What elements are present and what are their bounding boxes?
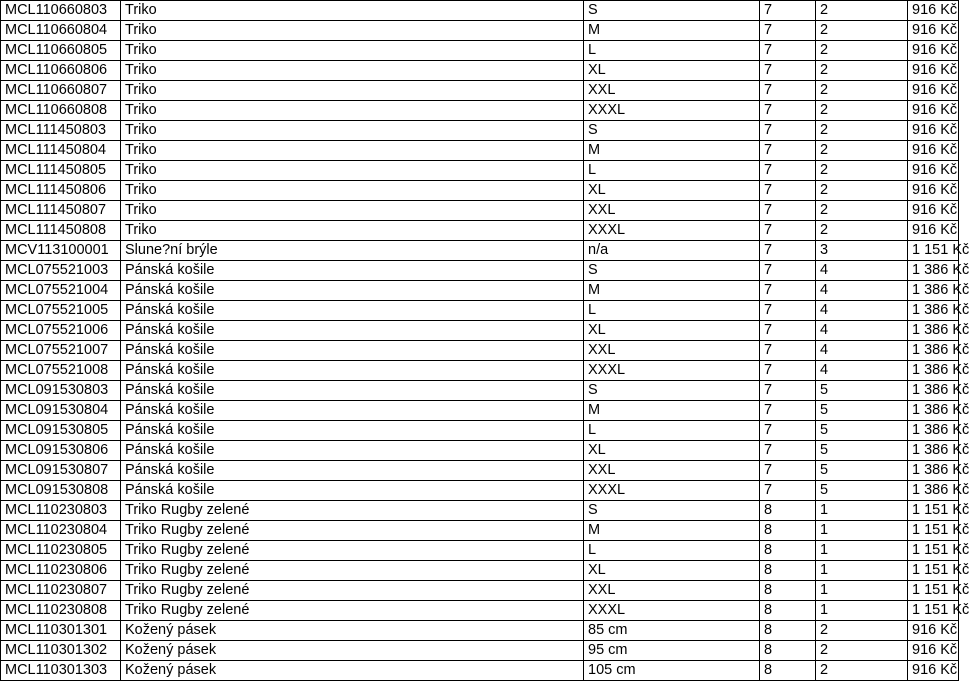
value-a-cell: 7	[760, 401, 816, 421]
size-cell: XL	[584, 441, 760, 461]
size-cell: M	[584, 401, 760, 421]
price-cell: 916 Kč	[908, 61, 959, 81]
table-row	[1, 261, 959, 281]
table-row	[1, 561, 959, 581]
product-name-cell: Kožený pásek	[121, 641, 584, 661]
product-code-cell: MCL110660808	[1, 101, 121, 121]
product-code-cell: MCL110660804	[1, 21, 121, 41]
price-cell: 916 Kč	[908, 181, 959, 201]
size-cell: L	[584, 421, 760, 441]
product-code-cell: MCL110230806	[1, 561, 121, 581]
price-cell: 1 386 Kč	[908, 261, 959, 281]
value-a-cell: 7	[760, 341, 816, 361]
table-row	[1, 441, 959, 461]
product-name-cell: Kožený pásek	[121, 661, 584, 681]
price-cell: 1 151 Kč	[908, 561, 959, 581]
size-cell: M	[584, 281, 760, 301]
size-cell: XXL	[584, 341, 760, 361]
product-code-cell: MCL075521004	[1, 281, 121, 301]
price-cell: 1 386 Kč	[908, 361, 959, 381]
price-cell: 1 151 Kč	[908, 521, 959, 541]
table-row	[1, 641, 959, 661]
value-b-cell: 4	[816, 321, 908, 341]
product-code-cell: MCL111450804	[1, 141, 121, 161]
product-code-cell: MCL110230805	[1, 541, 121, 561]
size-cell: XXXL	[584, 361, 760, 381]
price-cell: 916 Kč	[908, 661, 959, 681]
table-row	[1, 661, 959, 681]
table-row	[1, 41, 959, 61]
size-cell: S	[584, 501, 760, 521]
value-b-cell: 2	[816, 641, 908, 661]
product-code-cell: MCL075521005	[1, 301, 121, 321]
size-cell: XL	[584, 181, 760, 201]
size-cell: XXL	[584, 461, 760, 481]
price-cell: 916 Kč	[908, 641, 959, 661]
product-table-body	[1, 1, 969, 681]
size-cell: L	[584, 541, 760, 561]
table-row	[1, 461, 959, 481]
value-a-cell: 7	[760, 221, 816, 241]
product-code-cell: MCL110230808	[1, 601, 121, 621]
product-name-cell: Triko	[121, 181, 584, 201]
value-a-cell: 7	[760, 61, 816, 81]
value-a-cell: 7	[760, 141, 816, 161]
value-b-cell: 4	[816, 301, 908, 321]
size-cell: XL	[584, 61, 760, 81]
value-b-cell: 1	[816, 521, 908, 541]
price-cell: 916 Kč	[908, 201, 959, 221]
value-b-cell: 2	[816, 41, 908, 61]
product-name-cell: Pánská košile	[121, 321, 584, 341]
product-code-cell: MCL111450807	[1, 201, 121, 221]
table-row	[1, 601, 959, 621]
table-row	[1, 141, 959, 161]
value-b-cell: 3	[816, 241, 908, 261]
value-a-cell: 7	[760, 201, 816, 221]
value-b-cell: 2	[816, 221, 908, 241]
product-name-cell: Pánská košile	[121, 421, 584, 441]
table-row	[1, 61, 959, 81]
value-a-cell: 8	[760, 661, 816, 681]
product-code-cell: MCL111450805	[1, 161, 121, 181]
value-b-cell: 5	[816, 401, 908, 421]
table-row	[1, 301, 959, 321]
product-code-cell: MCV113100001	[1, 241, 121, 261]
value-b-cell: 2	[816, 61, 908, 81]
value-a-cell: 7	[760, 181, 816, 201]
size-cell: XXL	[584, 81, 760, 101]
value-b-cell: 1	[816, 561, 908, 581]
value-a-cell: 8	[760, 521, 816, 541]
value-b-cell: 2	[816, 21, 908, 41]
price-cell: 916 Kč	[908, 21, 959, 41]
value-b-cell: 2	[816, 81, 908, 101]
value-b-cell: 5	[816, 461, 908, 481]
size-cell: n/a	[584, 241, 760, 261]
value-a-cell: 7	[760, 441, 816, 461]
product-code-cell: MCL091530803	[1, 381, 121, 401]
value-b-cell: 4	[816, 281, 908, 301]
price-cell: 1 386 Kč	[908, 421, 959, 441]
value-a-cell: 8	[760, 501, 816, 521]
size-cell: L	[584, 301, 760, 321]
price-cell: 916 Kč	[908, 101, 959, 121]
value-a-cell: 7	[760, 81, 816, 101]
value-a-cell: 7	[760, 381, 816, 401]
price-cell: 1 151 Kč	[908, 601, 959, 621]
product-name-cell: Kožený pásek	[121, 621, 584, 641]
product-code-cell: MCL075521003	[1, 261, 121, 281]
size-cell: S	[584, 381, 760, 401]
size-cell: S	[584, 121, 760, 141]
product-name-cell: Triko Rugby zelené	[121, 601, 584, 621]
product-name-cell: Triko Rugby zelené	[121, 541, 584, 561]
price-cell: 916 Kč	[908, 141, 959, 161]
product-code-cell: MCL091530807	[1, 461, 121, 481]
value-a-cell: 7	[760, 41, 816, 61]
value-a-cell: 8	[760, 561, 816, 581]
product-code-cell: MCL075521006	[1, 321, 121, 341]
price-cell: 1 151 Kč	[908, 541, 959, 561]
product-name-cell: Triko	[121, 201, 584, 221]
product-code-cell: MCL091530805	[1, 421, 121, 441]
price-cell: 916 Kč	[908, 81, 959, 101]
value-b-cell: 2	[816, 181, 908, 201]
product-code-cell: MCL110660807	[1, 81, 121, 101]
value-a-cell: 7	[760, 281, 816, 301]
size-cell: S	[584, 1, 760, 21]
table-row	[1, 341, 959, 361]
table-row	[1, 81, 959, 101]
product-name-cell: Triko	[121, 41, 584, 61]
price-cell: 916 Kč	[908, 121, 959, 141]
product-name-cell: Slune?ní brýle	[121, 241, 584, 261]
table-row	[1, 361, 959, 381]
size-cell: S	[584, 261, 760, 281]
product-name-cell: Pánská košile	[121, 481, 584, 501]
table-row	[1, 421, 959, 441]
size-cell: 105 cm	[584, 661, 760, 681]
value-b-cell: 5	[816, 381, 908, 401]
price-cell: 916 Kč	[908, 161, 959, 181]
product-name-cell: Triko	[121, 21, 584, 41]
table-row	[1, 401, 959, 421]
product-name-cell: Pánská košile	[121, 261, 584, 281]
value-a-cell: 8	[760, 581, 816, 601]
price-cell: 1 151 Kč	[908, 241, 959, 261]
table-row	[1, 21, 959, 41]
size-cell: XXL	[584, 201, 760, 221]
price-cell: 1 386 Kč	[908, 281, 959, 301]
table-row	[1, 221, 959, 241]
value-a-cell: 7	[760, 161, 816, 181]
value-a-cell: 7	[760, 421, 816, 441]
product-name-cell: Triko	[121, 81, 584, 101]
value-a-cell: 7	[760, 1, 816, 21]
value-b-cell: 2	[816, 621, 908, 641]
value-a-cell: 7	[760, 21, 816, 41]
size-cell: M	[584, 141, 760, 161]
product-code-cell: MCL110230804	[1, 521, 121, 541]
value-b-cell: 2	[816, 661, 908, 681]
product-code-cell: MCL075521007	[1, 341, 121, 361]
size-cell: L	[584, 161, 760, 181]
value-a-cell: 8	[760, 541, 816, 561]
price-cell: 916 Kč	[908, 221, 959, 241]
value-b-cell: 5	[816, 481, 908, 501]
product-code-cell: MCL110230807	[1, 581, 121, 601]
price-cell: 1 386 Kč	[908, 461, 959, 481]
price-cell: 1 151 Kč	[908, 581, 959, 601]
value-b-cell: 2	[816, 141, 908, 161]
product-code-cell: MCL091530806	[1, 441, 121, 461]
product-code-cell: MCL110660805	[1, 41, 121, 61]
value-a-cell: 7	[760, 241, 816, 261]
table-row	[1, 501, 959, 521]
product-code-cell: MCL110230803	[1, 501, 121, 521]
product-name-cell: Triko	[121, 121, 584, 141]
product-code-cell: MCL110660806	[1, 61, 121, 81]
value-a-cell: 7	[760, 321, 816, 341]
value-b-cell: 1	[816, 581, 908, 601]
product-name-cell: Triko	[121, 101, 584, 121]
table-row	[1, 121, 959, 141]
value-b-cell: 4	[816, 341, 908, 361]
size-cell: L	[584, 41, 760, 61]
product-code-cell: MCL111450808	[1, 221, 121, 241]
size-cell: M	[584, 21, 760, 41]
product-name-cell: Triko	[121, 1, 584, 21]
size-cell: XXXL	[584, 101, 760, 121]
product-name-cell: Triko Rugby zelené	[121, 561, 584, 581]
value-a-cell: 7	[760, 461, 816, 481]
size-cell: M	[584, 521, 760, 541]
table-row	[1, 161, 959, 181]
product-code-cell: MCL111450803	[1, 121, 121, 141]
table-row	[1, 321, 959, 341]
value-b-cell: 1	[816, 601, 908, 621]
size-cell: XXXL	[584, 601, 760, 621]
product-code-cell: MCL110301301	[1, 621, 121, 641]
product-name-cell: Triko	[121, 221, 584, 241]
price-cell: 1 386 Kč	[908, 321, 959, 341]
value-b-cell: 1	[816, 541, 908, 561]
price-cell: 916 Kč	[908, 41, 959, 61]
size-cell: 85 cm	[584, 621, 760, 641]
product-name-cell: Pánská košile	[121, 461, 584, 481]
value-a-cell: 7	[760, 481, 816, 501]
value-a-cell: 8	[760, 601, 816, 621]
table-row	[1, 541, 959, 561]
size-cell: 95 cm	[584, 641, 760, 661]
value-b-cell: 5	[816, 441, 908, 461]
value-a-cell: 7	[760, 301, 816, 321]
product-name-cell: Pánská košile	[121, 381, 584, 401]
value-b-cell: 2	[816, 121, 908, 141]
price-cell: 916 Kč	[908, 621, 959, 641]
product-name-cell: Triko Rugby zelené	[121, 581, 584, 601]
table-row	[1, 281, 959, 301]
table-row	[1, 1, 959, 21]
product-code-cell: MCL075521008	[1, 361, 121, 381]
product-name-cell: Pánská košile	[121, 281, 584, 301]
value-a-cell: 8	[760, 641, 816, 661]
size-cell: XL	[584, 561, 760, 581]
product-code-cell: MCL091530808	[1, 481, 121, 501]
product-name-cell: Triko	[121, 61, 584, 81]
value-b-cell: 4	[816, 361, 908, 381]
value-b-cell: 4	[816, 261, 908, 281]
size-cell: XL	[584, 321, 760, 341]
size-cell: XXXL	[584, 481, 760, 501]
product-name-cell: Pánská košile	[121, 401, 584, 421]
value-b-cell: 2	[816, 101, 908, 121]
table-row	[1, 521, 959, 541]
product-name-cell: Pánská košile	[121, 441, 584, 461]
product-code-cell: MCL110660803	[1, 1, 121, 21]
table-row	[1, 621, 959, 641]
price-cell: 1 386 Kč	[908, 401, 959, 421]
product-code-cell: MCL110301303	[1, 661, 121, 681]
value-a-cell: 7	[760, 361, 816, 381]
value-a-cell: 8	[760, 621, 816, 641]
price-cell: 1 386 Kč	[908, 341, 959, 361]
size-cell: XXXL	[584, 221, 760, 241]
size-cell: XXL	[584, 581, 760, 601]
product-code-cell: MCL091530804	[1, 401, 121, 421]
value-b-cell: 1	[816, 501, 908, 521]
price-cell: 1 151 Kč	[908, 501, 959, 521]
product-name-cell: Triko Rugby zelené	[121, 501, 584, 521]
product-name-cell: Pánská košile	[121, 301, 584, 321]
price-cell: 916 Kč	[908, 1, 959, 21]
value-a-cell: 7	[760, 101, 816, 121]
product-name-cell: Triko Rugby zelené	[121, 521, 584, 541]
product-name-cell: Pánská košile	[121, 361, 584, 381]
table-row	[1, 481, 959, 501]
product-name-cell: Pánská košile	[121, 341, 584, 361]
product-code-cell: MCL110301302	[1, 641, 121, 661]
table-row	[1, 181, 959, 201]
table-row	[1, 241, 959, 261]
product-name-cell: Triko	[121, 141, 584, 161]
table-row	[1, 201, 959, 221]
value-a-cell: 7	[760, 261, 816, 281]
value-b-cell: 2	[816, 161, 908, 181]
value-b-cell: 5	[816, 421, 908, 441]
product-name-cell: Triko	[121, 161, 584, 181]
price-cell: 1 386 Kč	[908, 481, 959, 501]
table-row	[1, 581, 959, 601]
price-cell: 1 386 Kč	[908, 381, 959, 401]
table-row	[1, 381, 959, 401]
price-cell: 1 386 Kč	[908, 301, 959, 321]
value-b-cell: 2	[816, 201, 908, 221]
product-code-cell: MCL111450806	[1, 181, 121, 201]
value-b-cell: 2	[816, 1, 908, 21]
value-a-cell: 7	[760, 121, 816, 141]
table-row	[1, 101, 959, 121]
price-cell: 1 386 Kč	[908, 441, 959, 461]
